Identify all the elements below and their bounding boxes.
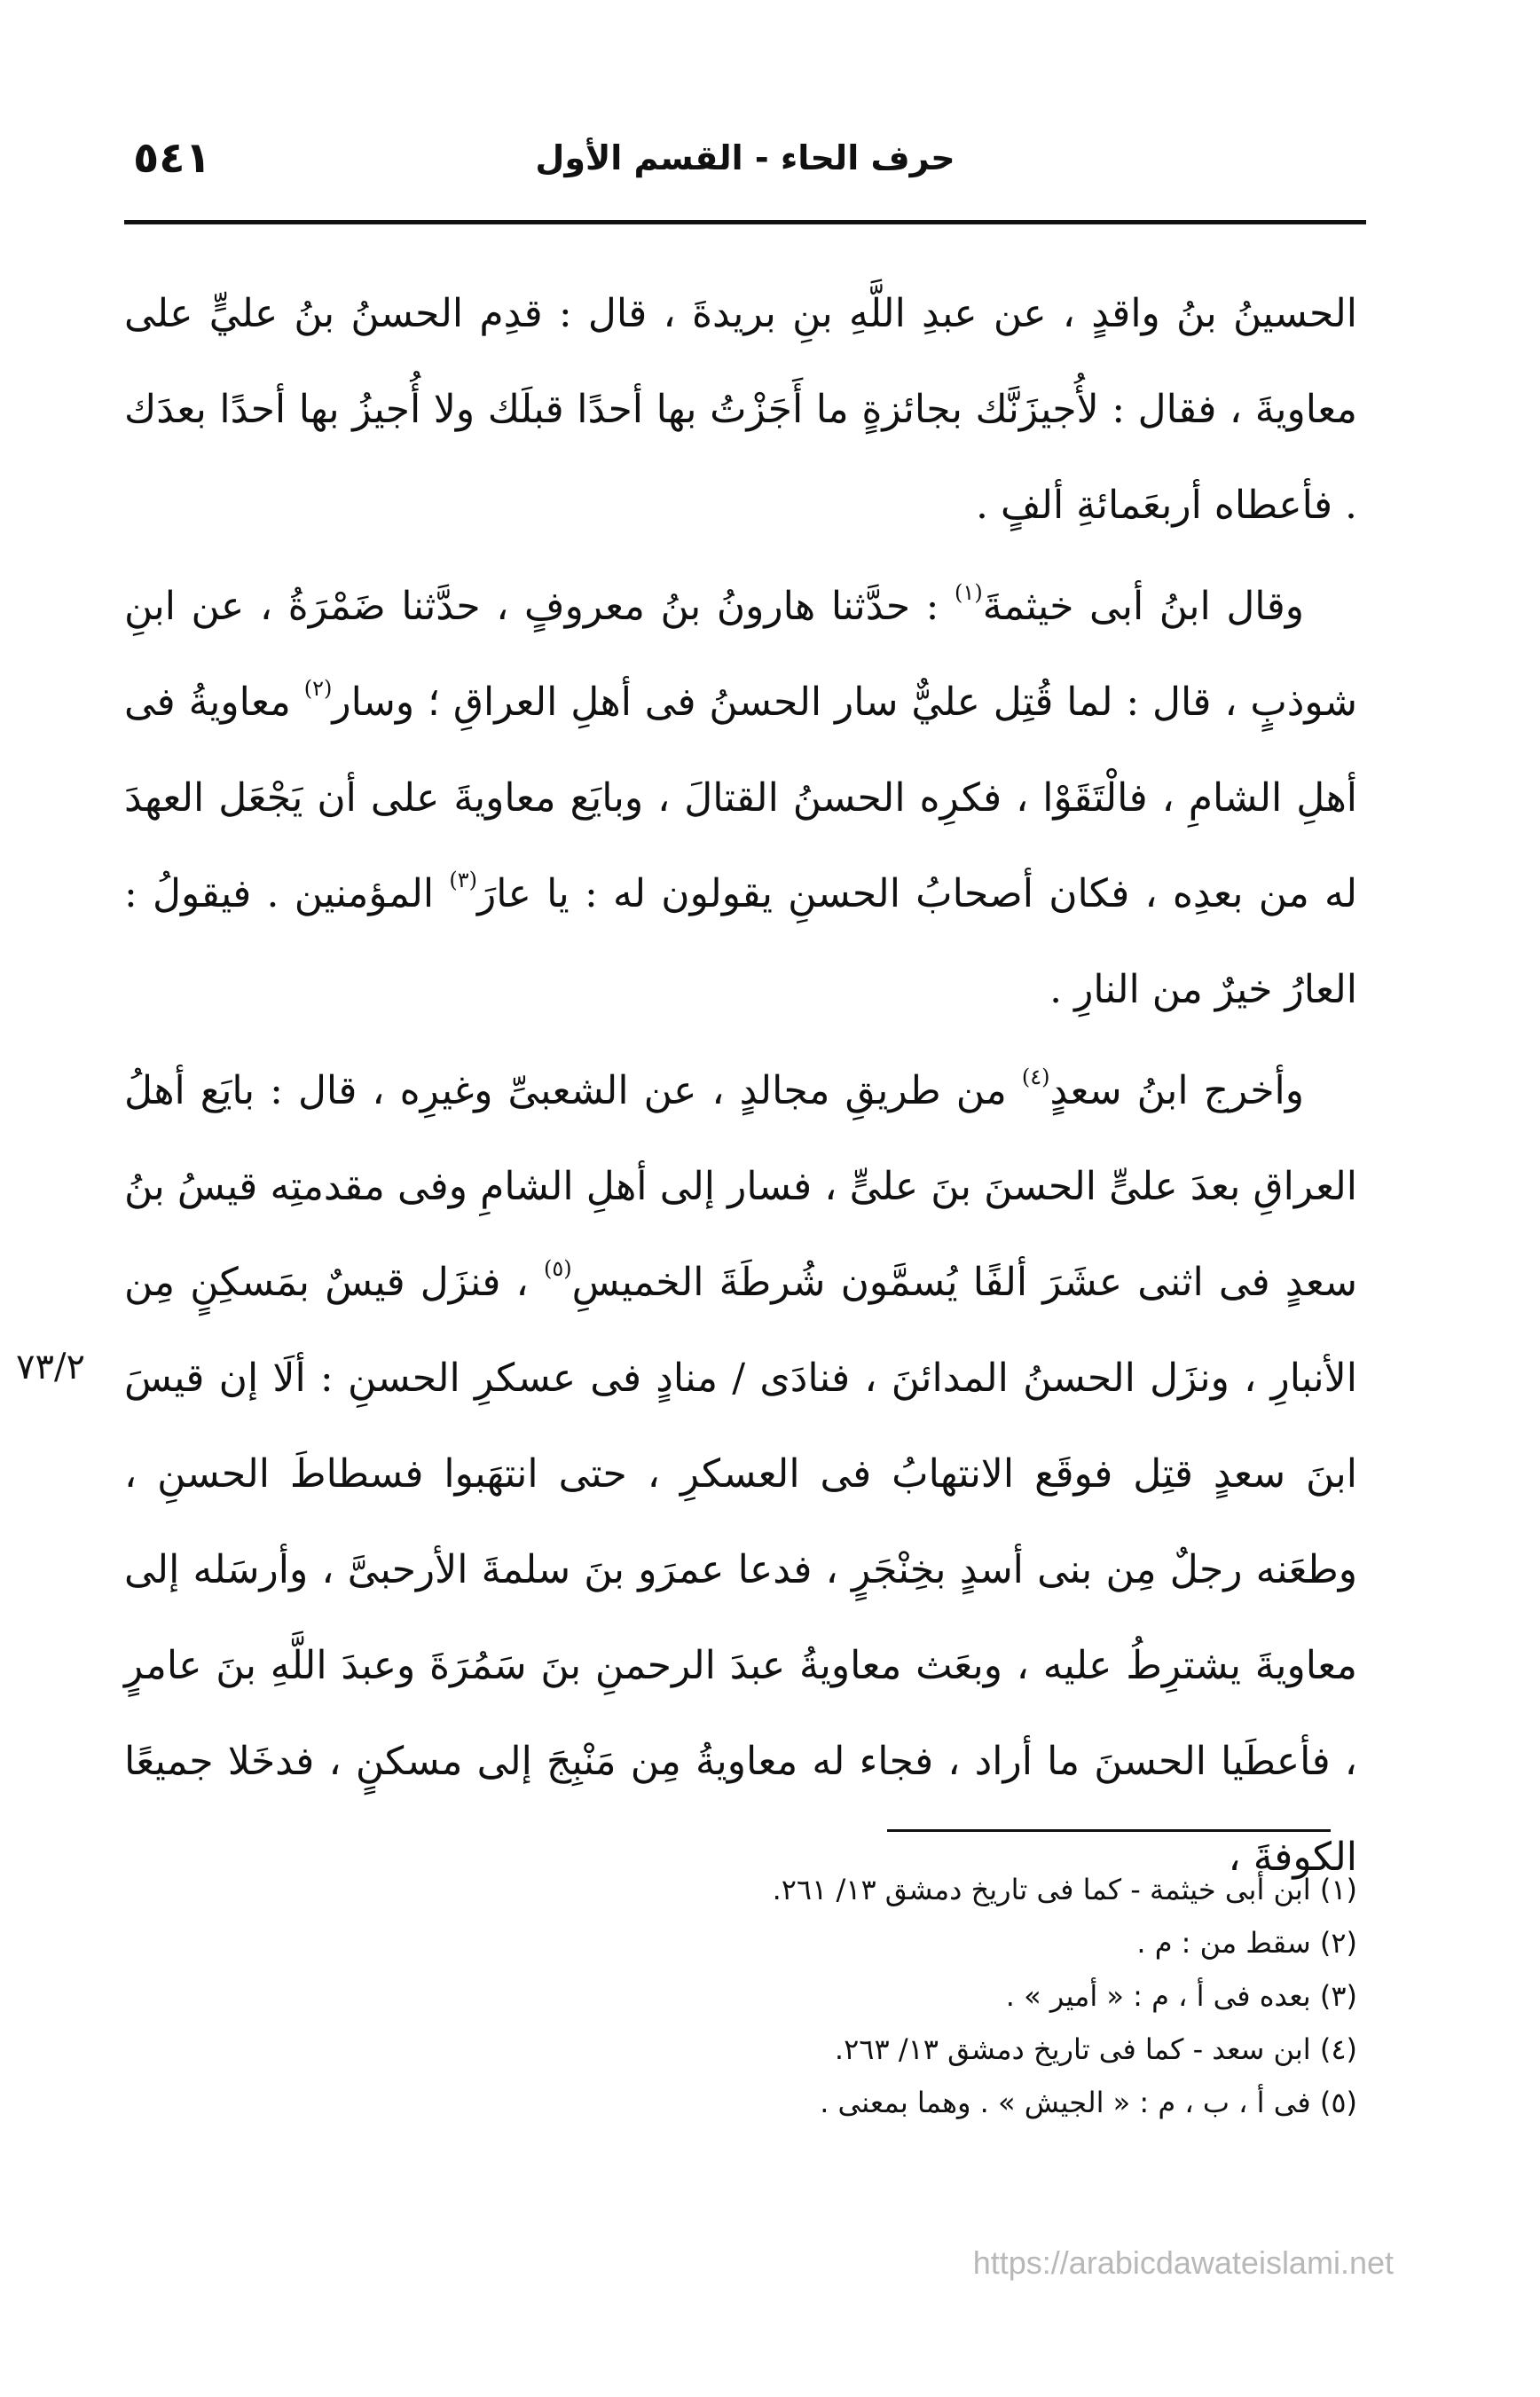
footnote-rule [887, 1829, 1331, 1832]
footnote-ref-2: (٢) [303, 676, 333, 701]
main-text [124, 266, 1357, 1911]
paragraph-1: الحسينُ بنُ واقدٍ ، عن عبدِ اللَّهِ بنِ بريدةَ ، قال : قدِم الحسنُ بنُ عليٍّ على معاويةَ ، فقال : لأُجيزَنَّك بجائزةٍ ما أَجَزْتُ بها أحدًا قبلَك ولا أُجيزُ بها أحدًا بعدَك . فأعطاه أربعَمائةِ ألفٍ . [124, 291, 1357, 528]
text-run: معاويةُ فى أهلِ الشامِ ، فالْتَقَوْا ، فكرِه الحسنُ القتالَ ، وبايَع معاويةَ على أن يَجْعَل العهدَ له من بعدِه ، فكان أصحابُ الحسنِ يقولون له : يا عارَ [124, 680, 1357, 916]
page-header [133, 124, 1357, 195]
page-number: ٥٤١ [133, 133, 211, 183]
footnote-ref-5: (٥) [543, 1256, 572, 1281]
paragraph-3 [124, 1043, 1357, 1906]
margin-volume-page-ref: ٧٣/٢ [16, 1347, 85, 1387]
text-run: وقال ابنُ أبى خيثمةَ [982, 584, 1304, 629]
footnote-2: (٢) سقط من : م . [1136, 1926, 1357, 1960]
text-run: من طريقِ مجالدٍ ، عن الشعبىِّ وغيرِه ، قال : بايَع أهلُ العراقِ بعدَ علىٍّ الحسنَ بنَ علىٍّ ، فسار إلى أهلِ الشامِ وفى مقدمتِه قيسُ بنُ سعدٍ فى اثنى عشَرَ ألفًا يُسمَّون شُرطَةَ الخميسِ [124, 1068, 1357, 1305]
watermark-url: https://arabicdawateislami.net [972, 2244, 1394, 2281]
header-rule [124, 220, 1366, 224]
footnote-ref-4: (٤) [1021, 1065, 1050, 1089]
running-title: حرف الحاء - القسم الأول [535, 138, 955, 177]
footnote-3: (٣) بعده فى أ ، م : « أمير » . [1005, 1979, 1357, 2013]
paragraph-2 [124, 559, 1357, 1038]
footnote-1: (١) ابن أبى خيثمة - كما فى تاريخ دمشق ١٣/ ٢٦١. [772, 1873, 1357, 1906]
text-run: ، فنزَل قيسٌ بمَسكِنٍ مِن الأنبارِ ، ونزَل الحسنُ المدائنَ ، فنادَى / منادٍ فى عسكرِ الحسنِ : ألَا إن قيسَ ابنَ سعدٍ قتِل فوقَع الانتهابُ فى العسكرِ ، حتى انتهَبوا فسطاطَ الحسنِ ، وطعَنه رجلٌ مِن بنى أسدٍ بخِنْجَرٍ ، فدعا عمرَو بنَ سلمةَ الأرحبىَّ ، وأرسَله إلى معاويةَ يشترِطُ عليه ، وبعَث معاويةُ عبدَ الرحمنِ بنَ سَمُرَةَ وعبدَ اللَّهِ بنَ عامرٍ ، فأعطَيا الحسنَ ما أراد ، فجاء له معاويةُ مِن مَنْبِجَ إلى مسكنٍ ، فدخَلا جميعًا الكوفةَ ، [124, 1260, 1357, 1880]
footnotes [124, 1863, 1357, 2129]
footnote-ref-1: (١) [955, 580, 983, 605]
text-run: المؤمنين . فيقولُ : العارُ خيرٌ من النارِ . [124, 871, 1357, 1012]
text-run: وأخرج ابنُ سعدٍ [1049, 1068, 1305, 1113]
footnote-ref-3: (٣) [449, 868, 478, 892]
text-run: : حدَّثنا هارونُ بنُ معروفٍ ، حدَّثنا ضَمْرَةُ ، عن ابنِ شوذبٍ ، قال : لما قُتِل عليٌّ سار الحسنُ فى أهلِ العراقِ ؛ وسار [124, 584, 1357, 725]
footnote-4: (٤) ابن سعد - كما فى تاريخ دمشق ١٣/ ٢٦٣. [834, 2032, 1357, 2066]
footnote-5: (٥) فى أ ، ب ، م : « الجيش » . وهما بمعنى . [820, 2086, 1357, 2119]
